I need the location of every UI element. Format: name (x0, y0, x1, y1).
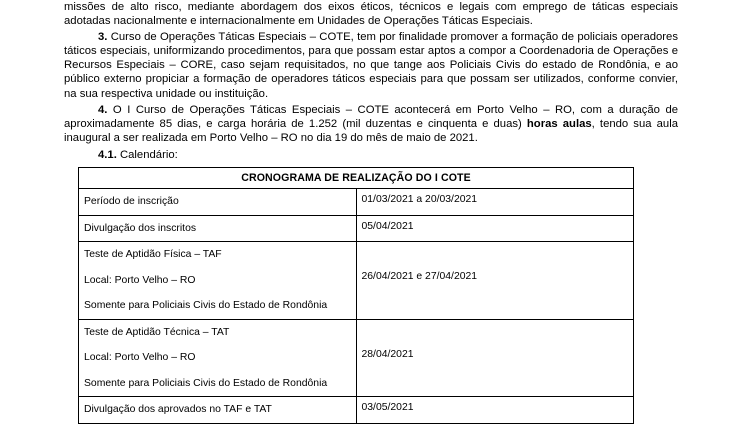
item-4-paragraph (64, 103, 678, 145)
cell-line: Teste de Aptidão Técnica – TAT (84, 326, 230, 338)
paragraph-continuation (64, 0, 678, 28)
item-3-number: 3. (98, 31, 108, 44)
table-cell-description (79, 189, 357, 216)
cell-line: Somente para Policiais Civis do Estado de Rondônia (84, 377, 328, 389)
table-row (79, 242, 634, 320)
table-title: CRONOGRAMA DE REALIZAÇÃO DO I COTE (79, 168, 634, 189)
table-cell-description (79, 242, 357, 320)
item-4-bold-text: horas aulas (526, 117, 592, 130)
table-row (79, 215, 634, 242)
cell-date-text: 28/04/2021 (361, 348, 414, 360)
table-cell-date (356, 319, 634, 397)
table-cell-date: 03/05/2021 (356, 397, 634, 424)
item-4-text-after: , tendo sua aula inaugural a ser realizada em Porto Velho – RO no dia 19 do mês de maio de 2021. (64, 117, 679, 144)
cell-line: Local: Porto Velho – RO (84, 274, 196, 286)
calendar-heading-number: 4.1. (98, 148, 117, 161)
item-3-text: Curso de Operações Táticas Especiais – COTE, tem por finalidade promover a formação de policiais operadores táticos especiais, uniformizando procedimentos, para que possam estar aptos a compor a Coordenadoria de Operações e Recursos Especiais – CORE, caso sejam requisitados, no que tange aos Policiais Civis do estado de Rondônia, e ao público externo propiciar a formação de operadores táticos especiais para que possam ser utilizados, conforme convier, na sua respectiva unidade ou instituição. (64, 31, 678, 100)
table-title-row (79, 168, 634, 189)
cronograma-table (78, 167, 634, 424)
paragraph-line: Unidades de Operações Táticas Especiais. (317, 15, 533, 28)
table-cell-description (79, 215, 357, 242)
item-4-number: 4. (98, 103, 108, 116)
paragraph-line: emprego de táticas especiais adotadas nacionalmente e internacionalmente em (64, 1, 678, 28)
table-row (79, 319, 634, 397)
cell-date-text: 26/04/2021 e 27/04/2021 (361, 271, 478, 283)
calendar-heading (64, 148, 678, 162)
cell-line: Período de inscrição (84, 196, 179, 208)
table-row (79, 397, 634, 424)
table-cell-date: 05/04/2021 (356, 215, 634, 242)
cell-line: Teste de Aptidão Física – TAF (84, 249, 222, 261)
item-3-paragraph (64, 30, 678, 100)
cell-line: Somente para Policiais Civis do Estado de Rondônia (84, 300, 328, 312)
table-row (79, 189, 634, 216)
table-cell-date (356, 242, 634, 320)
paragraph-line: missões de alto risco, mediante abordagem dos eixos éticos, técnicos e legais com (64, 1, 517, 13)
calendar-heading-label: Calendário: (119, 148, 178, 161)
cell-line: Divulgação dos aprovados no TAF e TAT (84, 404, 272, 416)
table-cell-description (79, 319, 357, 397)
item-4-text-before: O I Curso de Operações Táticas Especiais – COTE acontecerá em Porto Velho – RO, com a duração de aproximadamente 85 dias, e carga horária de 1.252 (mil duzentas e cinquenta e duas) (64, 103, 679, 130)
cell-line: Divulgação dos inscritos (84, 222, 197, 234)
table-cell-date: 01/03/2021 a 20/03/2021 (356, 189, 634, 216)
table-cell-description (79, 397, 357, 424)
cell-line: Local: Porto Velho – RO (84, 352, 196, 364)
